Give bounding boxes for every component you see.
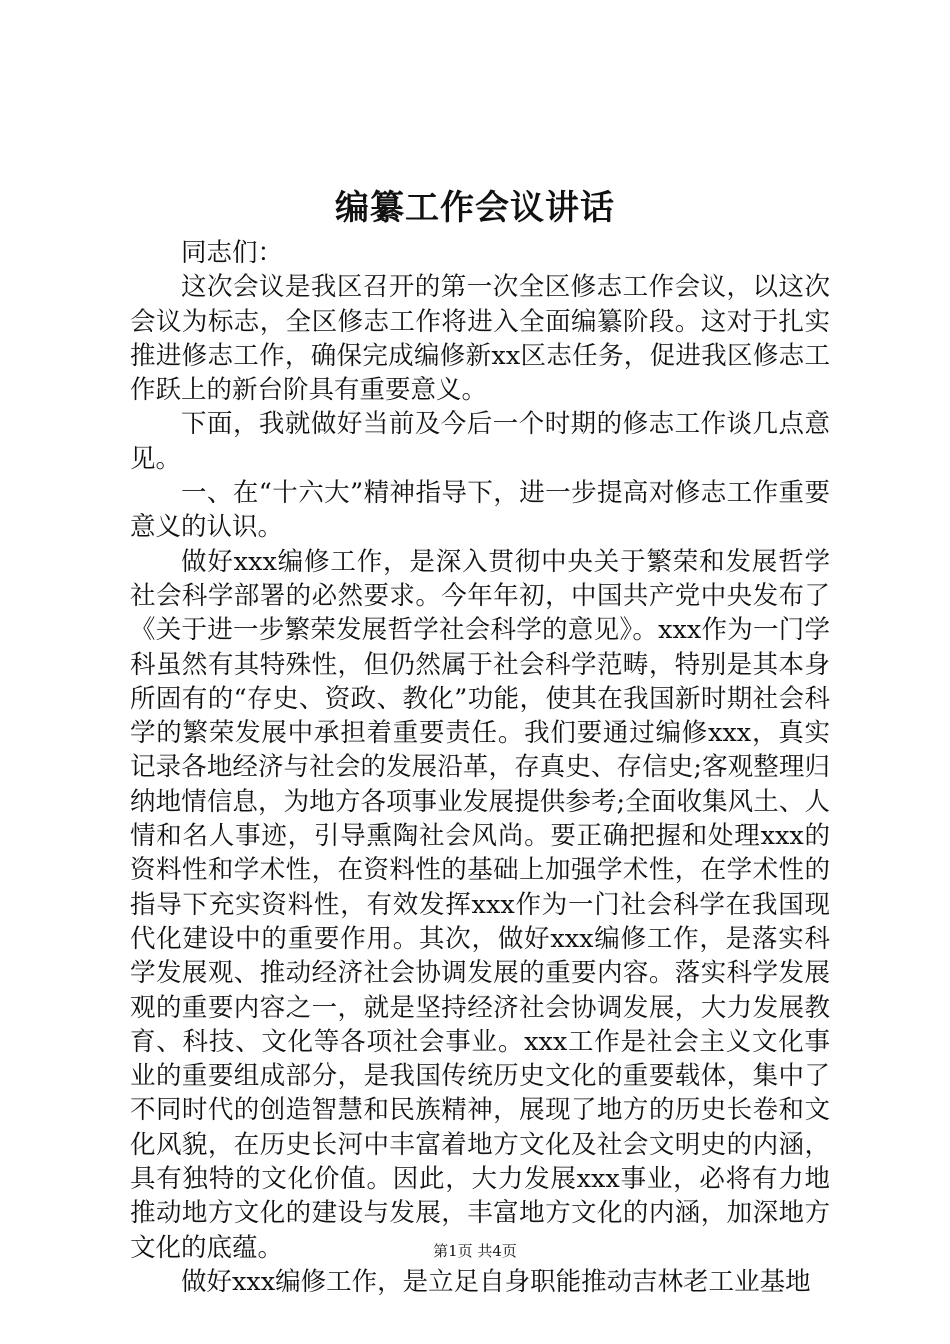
body-paragraph: 下面，我就做好当前及今后一个时期的修志工作谈几点意见。: [130, 409, 830, 474]
document-title: 编纂工作会议讲话: [335, 188, 615, 228]
salutation-paragraph: 同志们：: [181, 238, 284, 268]
body-paragraph: 做好xxx编修工作，是立足自身职能推动吉林老工业基地: [181, 1266, 811, 1297]
body-paragraph: 这次会议是我区召开的第一次全区修志工作会议，以这次会议为标志，全区修志工作将进入全面编纂阶段。这对于扎实推进修志工作，确保完成编修新xx区志任务，促进我区修志工作跃上的新台阶具有重要意义。: [130, 272, 830, 406]
document-body: [130, 236, 830, 1299]
page-footer: 第1页 共4页: [433, 1242, 517, 1260]
body-paragraph: 做好xxx编修工作，是深入贯彻中央关于繁荣和发展哲学社会科学部署的必然要求。今年年初，中国共产党中央发布了《关于进一步繁荣发展哲学社会科学的意见》。xxx作为一门学科虽然有其特殊性，但仍然属于社会科学范畴，特别是其本身所固有的“存史、资政、教化”功能，使其在我国新时期社会科学的繁荣发展中承担着重要责任。我们要通过编修xxx，真实记录各地经济与社会的发展沿革，存真史、存信史;客观整理归纳地情信息，为地方各项事业发展提供参考;全面收集风土、人情和名人事迹，引导熏陶社会风尚。要正确把握和处理xxx的资料性和学术性，在资料性的基础上加强学术性，在学术性的指导下充实资料性，有效发挥xxx作为一门社会科学在我国现代化建设中的重要作用。其次，做好xxx编修工作，是落实科学发展观、推动经济社会协调发展的重要内容。落实科学发展观的重要内容之一，就是坚持经济社会协调发展，大力发展教育、科技、文化等各项社会事业。xxx工作是社会主义文化事业的重要组成部分，是我国传统历史文化的重要载体，集中了不同时代的创造智慧和民族精神，展现了地方的历史长卷和文化风貌，在历史长河中丰富着地方文化及社会文明史的内涵，具有独特的文化价值。因此，大力发展xxx事业，必将有力地推动地方文化的建设与发展，丰富地方文化的内涵，加深地方文化的底蕴。: [130, 546, 830, 1263]
section-heading-paragraph: 一、在“十六大”精神指导下，进一步提高对修志工作重要意义的认识。: [130, 478, 830, 543]
